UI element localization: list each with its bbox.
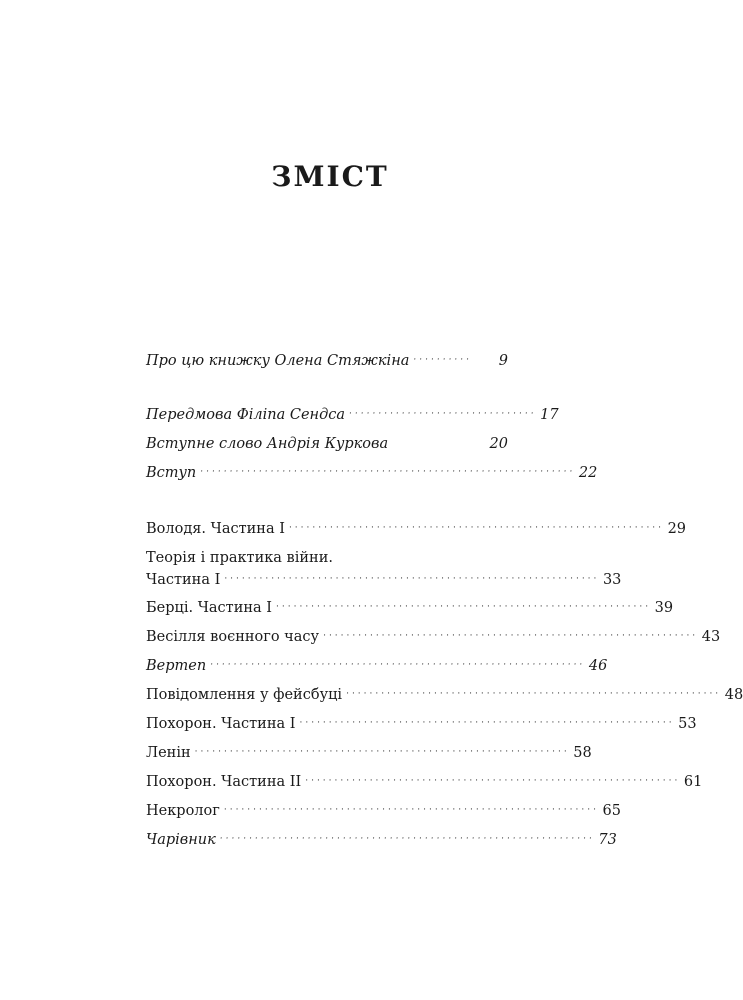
leader-dots: ································································ <box>299 718 675 728</box>
leader-dots: ································································ <box>194 747 570 757</box>
toc-entry[interactable] <box>146 404 559 428</box>
toc-entry[interactable] <box>146 462 598 486</box>
toc-entry-title: Похорон. Частина І <box>146 716 296 732</box>
toc-entry-page: 39 <box>654 600 674 616</box>
leader-dots: ································································ <box>276 602 652 612</box>
leader-dots: ································ <box>349 409 537 419</box>
toc-entry-title: Володя. Частина І <box>146 521 285 537</box>
toc-entry[interactable] <box>146 684 743 708</box>
toc-entry[interactable] <box>146 350 508 374</box>
toc-entry-page: 46 <box>588 658 608 674</box>
toc-entry-title: Передмова Філіпа Сендса <box>146 407 346 423</box>
leader-dots: ································································ <box>210 660 586 670</box>
toc-entry-page: 65 <box>602 803 621 819</box>
toc-entry[interactable] <box>146 829 617 853</box>
toc-entry[interactable] <box>146 518 687 542</box>
toc-entry[interactable] <box>146 800 621 824</box>
toc-entry-page: 29 <box>667 521 687 537</box>
leader-dots: ·········· <box>413 355 473 365</box>
leader-dots: ································································ <box>224 574 600 584</box>
toc-entry-page: 20 <box>489 436 508 452</box>
toc-entry[interactable] <box>146 713 697 737</box>
leader-dots: ································································ <box>219 834 595 844</box>
toc-entry-title: Берці. Частина І <box>146 600 273 616</box>
toc-entry-title: Весілля воєнного часу <box>146 629 320 645</box>
toc-entry-page: 43 <box>701 629 721 645</box>
toc-entry-title: Вступ <box>146 465 197 481</box>
toc-entry-page: 22 <box>578 465 598 481</box>
leader-dots: ································································ <box>223 805 599 815</box>
toc-entry-page: 9 <box>498 353 508 369</box>
leader-dots: ································································ <box>305 776 681 786</box>
toc-entry-page: 61 <box>683 774 703 790</box>
toc-entry-title: Ленін <box>146 745 191 761</box>
toc-entry[interactable] <box>146 597 674 621</box>
toc-entry-page: 58 <box>573 745 592 761</box>
leader-dots: ································································ <box>346 689 722 699</box>
toc-entry-title-line1: Теорія і практика війни. <box>146 550 333 566</box>
leader-dots: ································································ <box>288 523 665 533</box>
toc-entry-page: 48 <box>724 687 743 703</box>
leader-dots: ································································ <box>200 467 576 477</box>
toc-entry[interactable] <box>146 433 508 455</box>
page-title: ЗМІСТ <box>271 160 389 193</box>
toc-entry-title: Повідомлення у фейсбуці <box>146 687 343 703</box>
toc-entry-title: Частина І <box>146 572 221 588</box>
toc-entry-title: Вертеп <box>146 658 207 674</box>
toc-entry-title: Про цю книжку Олена Стяжкіна <box>146 353 410 369</box>
toc-entry[interactable] <box>146 547 622 593</box>
toc-entry[interactable] <box>146 771 703 795</box>
toc-entry-page: 73 <box>598 832 617 848</box>
leader-dots: ································································ <box>323 631 699 641</box>
toc-entry[interactable] <box>146 742 592 766</box>
toc-entry-title: Похорон. Частина ІІ <box>146 774 302 790</box>
toc-entry[interactable] <box>146 655 608 679</box>
toc-entry[interactable] <box>146 626 721 650</box>
toc-entry-page: 33 <box>602 572 622 588</box>
toc-entry-title: Вступне слово Андрія Куркова <box>146 436 389 452</box>
toc-entry-page: 17 <box>540 407 559 423</box>
toc-entry-title: Некролог <box>146 803 220 819</box>
toc-entry-page: 53 <box>678 716 697 732</box>
toc-entry-title: Чарівник <box>146 832 216 848</box>
